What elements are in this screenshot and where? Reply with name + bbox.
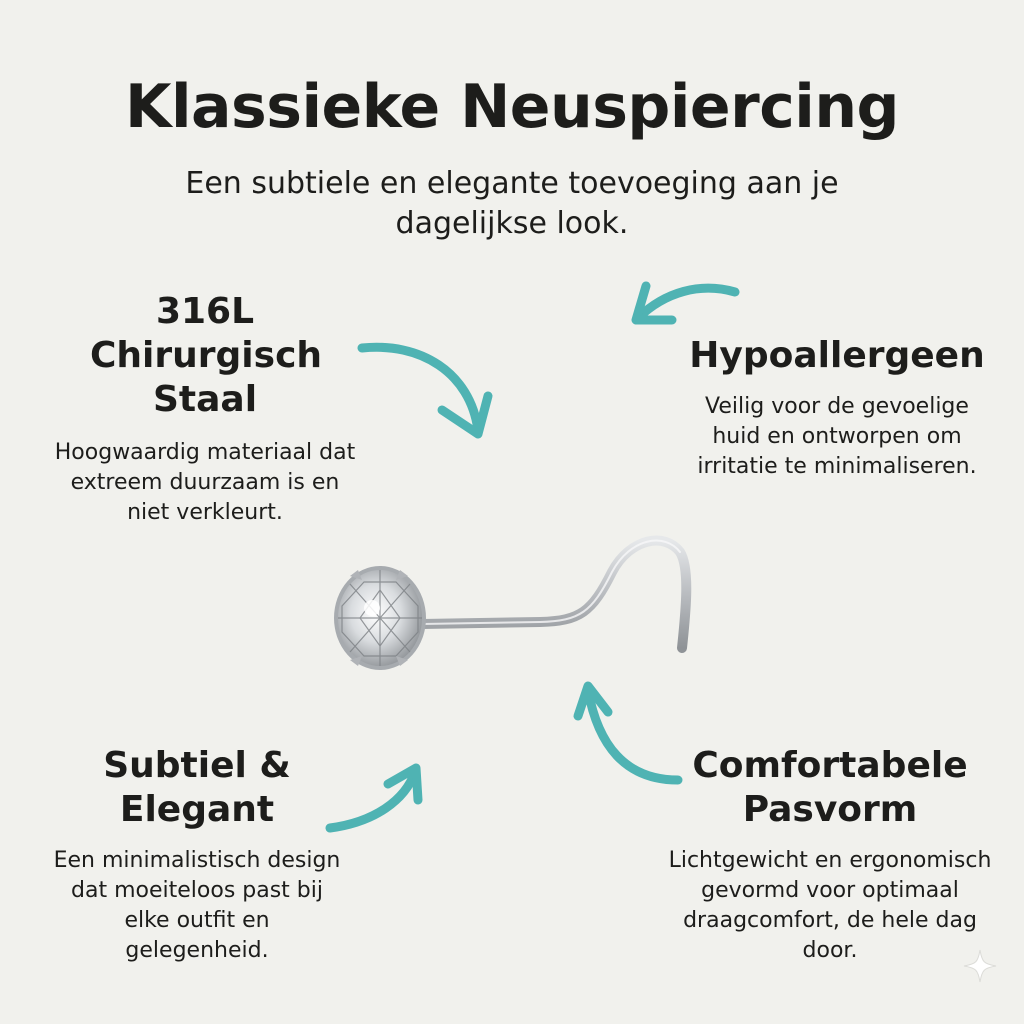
feature-comfort xyxy=(650,744,1010,966)
feature-comfort-description: Lichtgewicht en ergonomisch gevormd voor optimaal draagcomfort, de hele dag door. xyxy=(668,848,992,963)
feature-hypoallergenic-description: Veilig voor de gevoelige huid en ontworpen om irritatie te minimaliseren. xyxy=(697,394,977,479)
feature-steel xyxy=(50,290,360,528)
feature-hypoallergenic-title: Hypoallergeen xyxy=(689,335,985,376)
feature-comfort-title: Comfortabele Pasvorm xyxy=(692,745,968,830)
nose-stud-image xyxy=(330,520,710,710)
feature-hypoallergenic xyxy=(672,334,1002,482)
page-title: Klassieke Neuspiercing xyxy=(124,72,900,142)
feature-steel-description: Hoogwaardig materiaal dat extreem duurzaam is en niet verkleurt. xyxy=(54,440,356,525)
sparkle-icon xyxy=(962,948,998,984)
feature-subtle-title: Subtiel & Elegant xyxy=(103,745,291,830)
feature-subtle xyxy=(42,744,352,966)
feature-steel-title: 316L Chirurgisch Staal xyxy=(90,291,323,420)
feature-subtle-description: Een minimalistisch design dat moeiteloos past bij elke outfit en gelegenheid. xyxy=(53,848,341,963)
page-subtitle: Een subtiele en elegante toevoeging aan je dagelijkse look. xyxy=(185,166,839,241)
